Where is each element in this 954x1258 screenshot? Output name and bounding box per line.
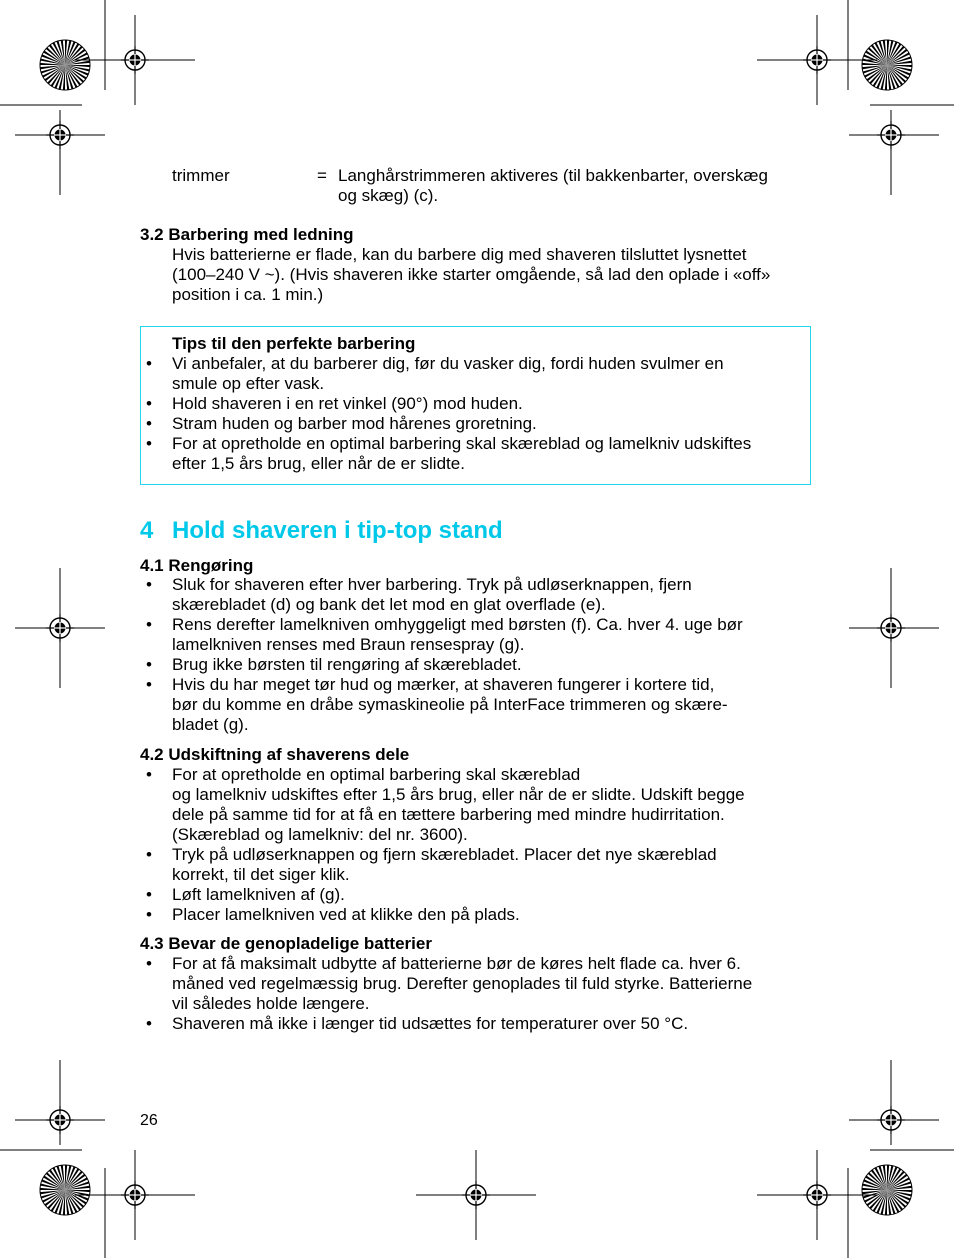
- bullet-icon: •: [146, 655, 152, 674]
- list-item-line: For at få maksimalt udbytte af batterierne bør de køres helt flade ca. hver 6.: [172, 954, 741, 973]
- bullet-icon: •: [146, 354, 152, 373]
- list-item-line: For at opretholde en optimal barbering skal skæreblad: [172, 765, 581, 784]
- list-item-line: Hvis du har meget tør hud og mærker, at shaveren fungerer i kortere tid,: [172, 675, 715, 694]
- section-4-1-title: 4.1 Rengøring: [140, 556, 254, 575]
- list-item-line: Vi anbefaler, at du barberer dig, før du vasker dig, fordi huden svulmer en: [172, 354, 724, 373]
- trimmer-term: trimmer: [172, 166, 230, 185]
- bullet-icon: •: [146, 1014, 152, 1033]
- list-item-line: Sluk for shaveren efter hver barbering. Tryk på udløserknappen, fjern: [172, 575, 692, 594]
- list-item-line: og lamelkniv udskiftes efter 1,5 års brug, eller når de er slidte. Udskift begge: [172, 785, 745, 804]
- equals-sign: =: [317, 166, 327, 185]
- page-number: 26: [140, 1112, 158, 1129]
- list-item-line: vil således holde længere.: [172, 994, 370, 1013]
- list-item-line: bør du komme en dråbe symaskineolie på InterFace trimmeren og skære-: [172, 695, 728, 714]
- list-item-line: For at opretholde en optimal barbering skal skæreblad og lamelkniv udskiftes: [172, 434, 752, 453]
- trimmer-desc-line-2: og skæg) (c).: [338, 186, 439, 205]
- list-item-line: Placer lamelkniven ved at klikke den på plads.: [172, 905, 520, 924]
- chapter-number: 4: [140, 517, 154, 544]
- tips-title: Tips til den perfekte barbering: [172, 334, 416, 353]
- list-item-line: smule op efter vask.: [172, 374, 325, 393]
- section-3-2-line-1: Hvis batterierne er flade, kan du barbere dig med shaveren tilsluttet lysnettet: [172, 245, 747, 264]
- bullet-icon: •: [146, 615, 152, 634]
- list-item-line: dele på samme tid for at få en tættere barbering med mindre hudirritation.: [172, 805, 725, 824]
- list-item-line: Løft lamelkniven af (g).: [172, 885, 345, 904]
- chapter-title: Hold shaveren i tip-top stand: [172, 517, 503, 544]
- list-item-line: Stram huden og barber mod hårenes groretning.: [172, 414, 537, 433]
- section-4-3-title: 4.3 Bevar de genopladelige batterier: [140, 934, 432, 953]
- bullet-icon: •: [146, 845, 152, 864]
- list-item-line: Brug ikke børsten til rengøring af skærebladet.: [172, 655, 522, 674]
- list-item-line: efter 1,5 års brug, eller når de er slidte.: [172, 454, 465, 473]
- chapter-heading: [140, 516, 503, 546]
- list-item-line: Hold shaveren i en ret vinkel (90°) mod huden.: [172, 394, 523, 413]
- bullet-icon: •: [146, 394, 152, 413]
- list-item-line: lamelkniven renses med Braun rensespray (g).: [172, 635, 525, 654]
- list-item-line: bladet (g).: [172, 715, 249, 734]
- list-item-line: Rens derefter lamelkniven omhyggeligt med børsten (f). Ca. hver 4. uge bør: [172, 615, 743, 634]
- list-item-line: skærebladet (d) og bank det let mod en glat overflade (e).: [172, 595, 606, 614]
- trimmer-desc-line-1: Langhårstrimmeren aktiveres (til bakkenbarter, overskæg: [338, 166, 768, 185]
- list-item-line: måned ved regelmæssig brug. Derefter genoplades til fuld styrke. Batterierne: [172, 974, 753, 993]
- bullet-icon: •: [146, 434, 152, 453]
- bullet-icon: •: [146, 575, 152, 594]
- section-3-2-title: 3.2 Barbering med ledning: [140, 225, 354, 244]
- bullet-icon: •: [146, 905, 152, 924]
- list-item-line: Shaveren må ikke i længer tid udsættes for temperaturer over 50 °C.: [172, 1014, 689, 1033]
- section-3-2-line-3: position i ca. 1 min.): [172, 285, 324, 304]
- section-4-2-title: 4.2 Udskiftning af shaverens dele: [140, 745, 410, 764]
- list-item-line: (Skæreblad og lamelkniv: del nr. 3600).: [172, 825, 468, 844]
- bullet-icon: •: [146, 954, 152, 973]
- section-3-2-line-2: (100–240 V ~). (Hvis shaveren ikke starter omgående, så lad den oplade i «off»: [172, 265, 771, 284]
- bullet-icon: •: [146, 414, 152, 433]
- list-item-line: Tryk på udløserknappen og fjern skærebladet. Placer det nye skæreblad: [172, 845, 717, 864]
- bullet-icon: •: [146, 885, 152, 904]
- bullet-icon: •: [146, 765, 152, 784]
- bullet-icon: •: [146, 675, 152, 694]
- list-item-line: korrekt, til det siger klik.: [172, 865, 350, 884]
